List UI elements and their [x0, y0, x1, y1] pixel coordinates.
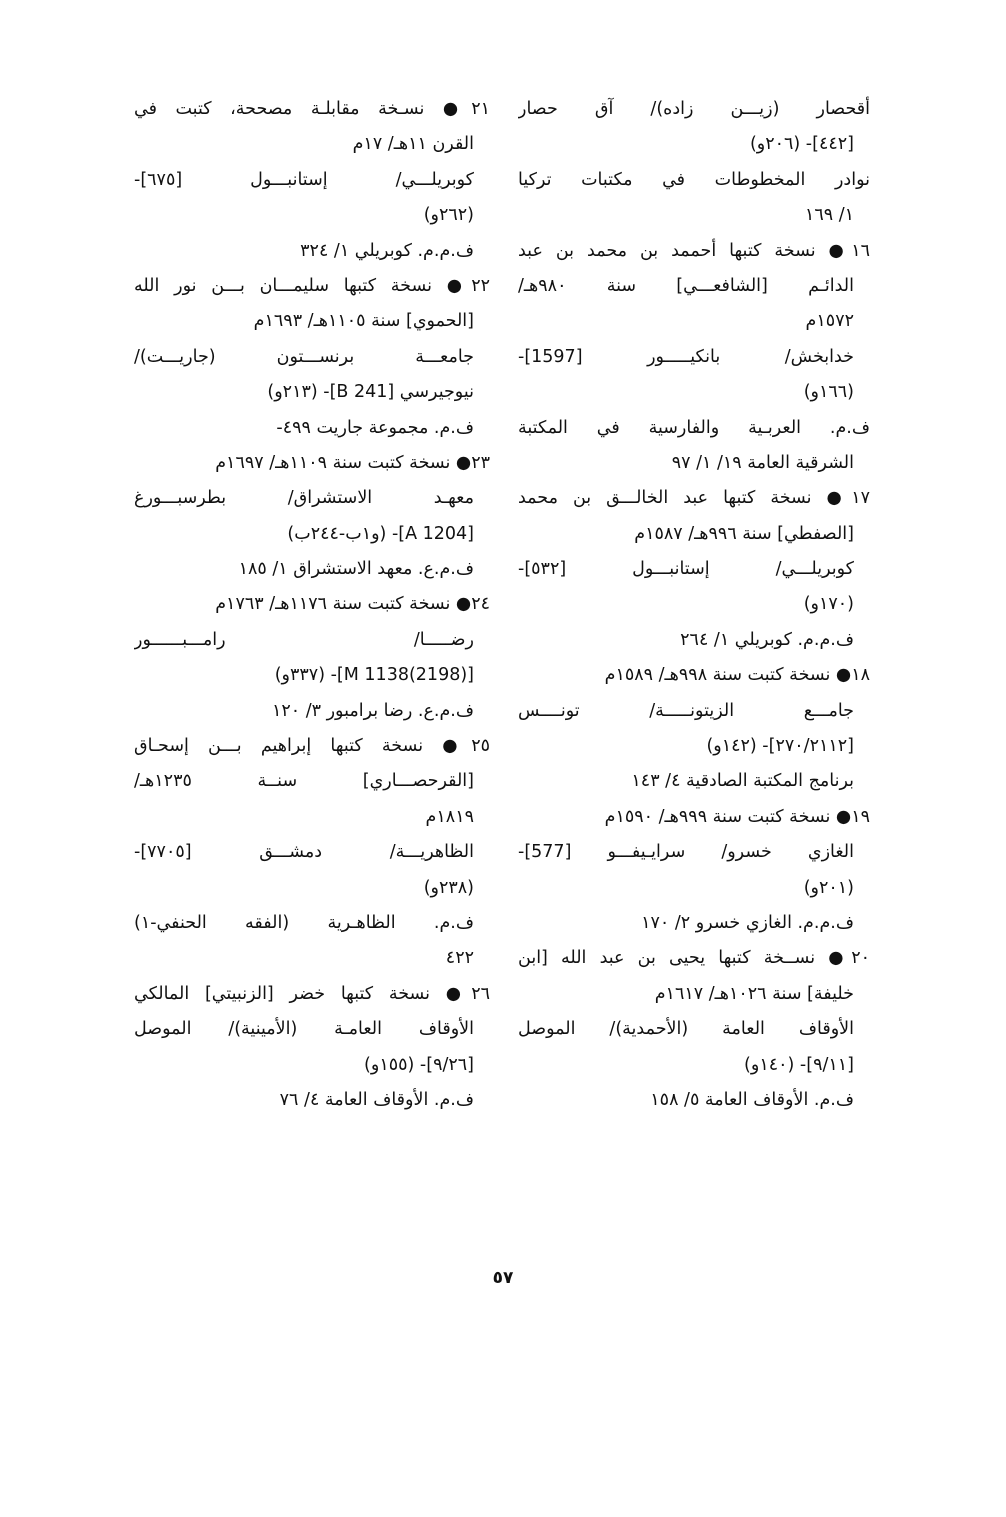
text-line: ١٨١٩م: [425, 806, 474, 827]
text-line: ف.م.م. الغازي خسرو ٢/ ١٧٠: [641, 912, 854, 933]
text-line: الظاهريـــة/ دمشـــق [٧٧٠٥]-: [134, 842, 474, 863]
text-line: ١/ ١٦٩: [804, 205, 854, 226]
entry-23-line: ٢٣● نسخة كتبت سنة ١١٠٩هـ/ ١٦٩٧م: [215, 452, 490, 473]
text-line: ف.م.م. كوبريلي ١/ ٣٢٤: [300, 240, 474, 261]
entry-16-line: ١٦● نسخة كتبها أحممد بن محمد بن عبد: [518, 240, 870, 261]
entry-20-line: ٢٠● نســخة كتبها يحيى بن عبد الله [ابن: [518, 948, 870, 969]
entry-25-line: ٢٥● نسخة كتبها إبراهيم بـــن إسحـاق: [134, 736, 490, 757]
text-line: نوادر المخطوطات في مكتبات تركيا: [518, 169, 870, 190]
entry-18-line: ١٨● نسخة كتبت سنة ٩٩٨هـ/ ١٥٨٩م: [604, 665, 870, 686]
text-line: جامـــع الزيتونـــــة/ تونــــس: [518, 700, 854, 721]
text-line: الغازي خسرو/ سرايـيفـــو [577]-: [518, 842, 854, 863]
text-line: [٩/١١]- (١٤٠و): [744, 1054, 854, 1075]
text-line: الأوقاف العامـة (الأمينية)/ الموصل: [134, 1019, 474, 1040]
text-line: الأوقاف العامة (الأحمدية)/ الموصل: [518, 1019, 854, 1040]
text-line: ٤٢٢: [445, 948, 474, 969]
text-line: (١٦٦و): [803, 382, 854, 403]
entry-19-line: ١٩● نسخة كتبت سنة ٩٩٩هـ/ ١٥٩٠م: [604, 806, 870, 827]
text-line: برنامج المكتبة الصادقية ٤/ ١٤٣: [631, 771, 854, 792]
left-column: [134, 92, 490, 1118]
text-line: [القرحصـــاري] سنــة ١٢٣٥هـ/: [134, 771, 474, 792]
text-line: جامعـــة برنســـتون (جاريـــت)/: [134, 346, 474, 367]
text-line: [الحموي] سنة ١١٠٥هـ/ ١٦٩٣م: [253, 311, 474, 332]
text-line: (١٧٠و): [803, 594, 854, 615]
text-line: ف.م.م. كوبريلي ١/ ٢٦٤: [680, 629, 854, 650]
text-line: ف.م.ع. رضا برامبور ٣/ ١٢٠: [271, 700, 474, 721]
text-line: ١٥٧٢م: [805, 311, 854, 332]
text-line: (٢٦٢و): [423, 205, 474, 226]
text-line: القرن ١١هـ/ ١٧م: [352, 134, 474, 155]
text-line: (٢٠١و): [803, 877, 854, 898]
entry-26-line: ٢٦● نسخة كتبها خضر [الزنبيتي] المالكي: [134, 983, 490, 1004]
entry-22-line: ٢٢● نسخة كتبها سليمـــان بـــن نور الله: [134, 275, 490, 296]
text-line: [A 1204]- (و١ب-٢٤٤ب): [287, 523, 474, 544]
entry-21-line: ٢١● نسـخة مقابلـة مصححة، كتبت في: [134, 99, 490, 119]
text-line: (٢٣٨و): [423, 877, 474, 898]
text-line: [٤٤٢]- (٢٠٦و): [749, 134, 854, 155]
text-line: خليفة] سنة ١٠٢٦هـ/ ١٦١٧م: [654, 983, 854, 1004]
text-line: ف.م. مجموعة جاريت ٤٩٩-: [276, 417, 474, 438]
text-line: رضـــــا/ رامـــبــــــور: [134, 629, 474, 650]
entry-24-line: ٢٤● نسخة كتبت سنة ١١٧٦هـ/ ١٧٦٣م: [215, 594, 490, 615]
text-line: [الصفطي] سنة ٩٩٦هـ/ ١٥٨٧م: [634, 523, 854, 544]
text-line: كوبريلـــي/ إستانبـــول [٦٧٥]-: [134, 169, 474, 190]
text-line: نيوجيرسي [B 241]- (٢١٣و): [267, 382, 474, 403]
text-line: أقحصار (زيـــن زاده)/ آق حصار: [518, 99, 870, 119]
text-line: معهـد الاستشراق/ بطرسبـــورغ: [134, 488, 474, 509]
text-line: [٩/٢٦]- (١٥٥و): [364, 1054, 474, 1075]
text-line: ف.م. العربـية والفارسية في المكتبة: [518, 417, 870, 438]
text-line: خدابخش/ بانكيـــــور [1597]-: [518, 346, 854, 367]
text-line: ف.م.ع. معهد الاستشراق ١/ ١٨٥: [238, 559, 474, 580]
right-column: [518, 92, 870, 1118]
page-number: ٥٧: [492, 1268, 514, 1288]
text-line: الدائـم [الشافعـــي] سنة ٩٨٠هـ/: [518, 275, 854, 296]
text-line: كوبريلـــي/ إستانبـــول [٥٣٢]-: [518, 559, 854, 580]
text-line: [(2198)1138 M]- (٣٣٧و): [274, 665, 474, 686]
text-line: الشرقية العامة ١٩/ ١/ ٩٧: [671, 452, 854, 473]
text-line: [٢٧٠/٢١١٢]- (١٤٢و): [706, 736, 854, 757]
text-line: ف.م. الظاهـرية (الفقه الحنفي-١): [134, 912, 474, 933]
entry-17-line: ١٧● نسخة كتبها عبد الخالـــق بن محمد: [518, 488, 870, 509]
text-line: ف.م. الأوقاف العامة ٤/ ٧٦: [279, 1089, 474, 1110]
text-line: ف.م. الأوقاف العامة ٥/ ١٥٨: [650, 1089, 854, 1110]
